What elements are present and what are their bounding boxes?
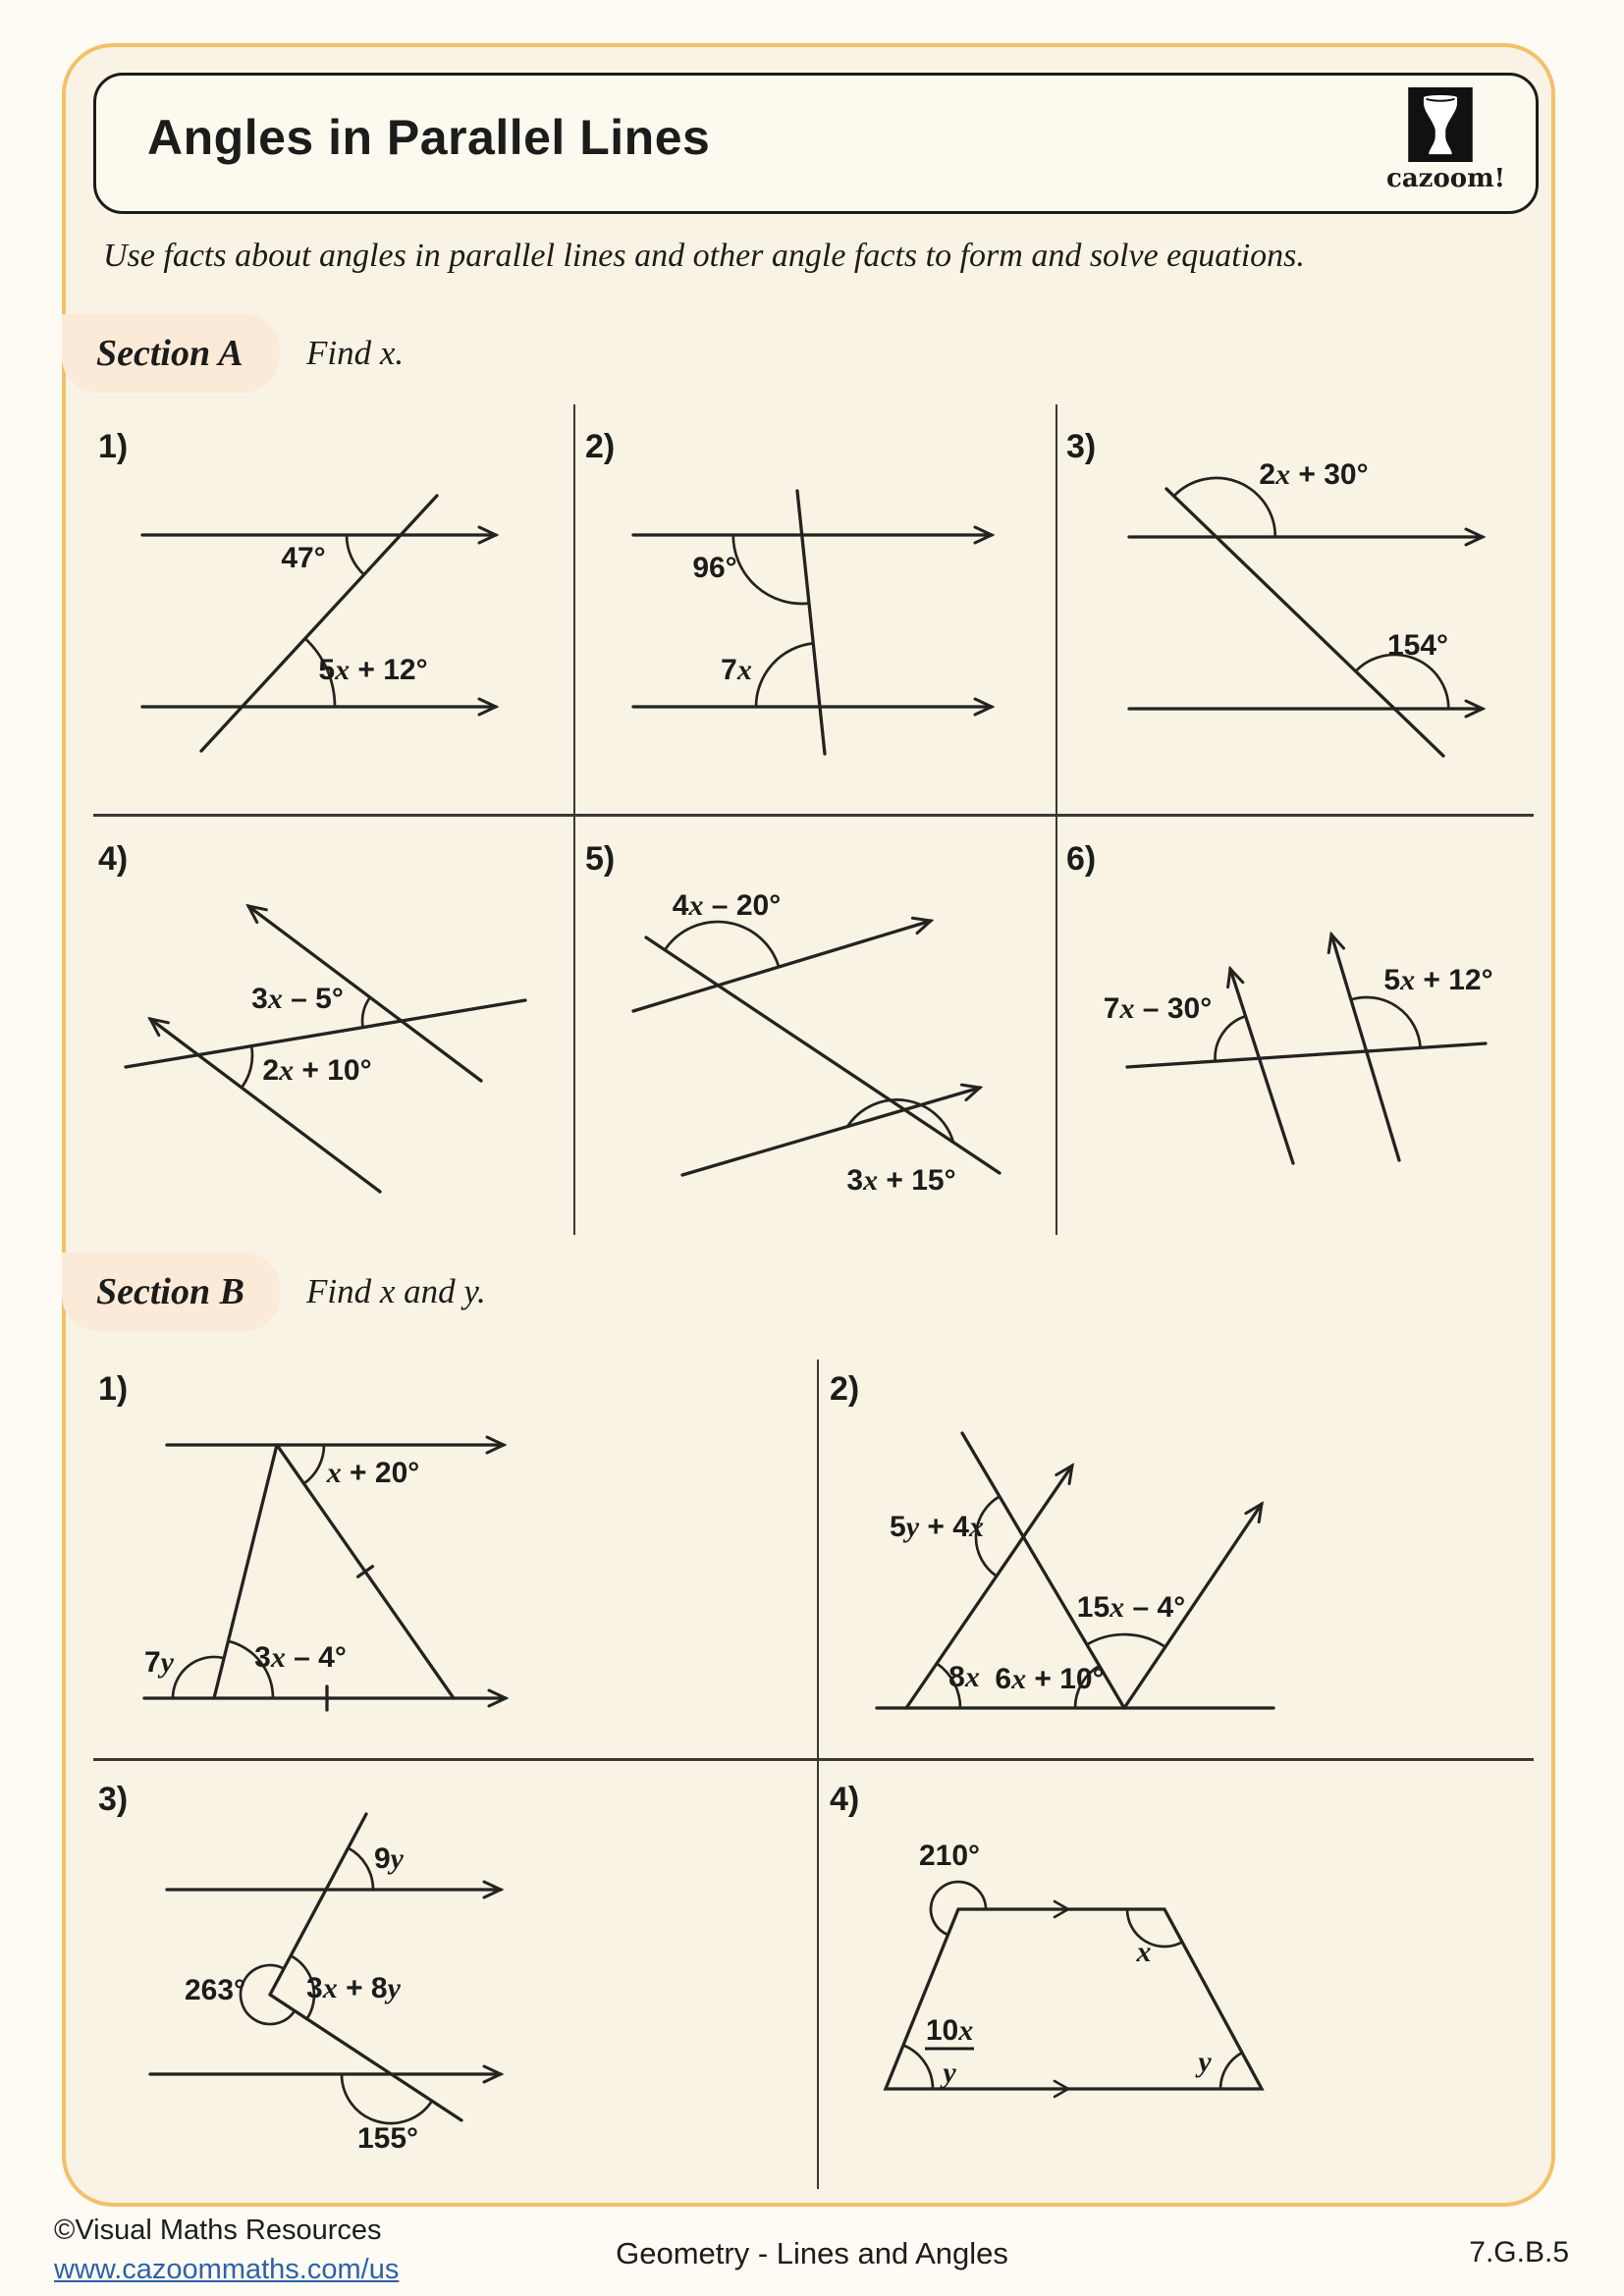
angle-label: 5x + 12° <box>318 654 428 686</box>
problem-a5-number: 5) <box>585 840 616 878</box>
problem-a5-diagram <box>579 825 1060 1237</box>
angle-label: 2x + 30° <box>1259 458 1369 491</box>
problem-b4-number: 4) <box>830 1781 860 1818</box>
angle-label: 263° <box>184 1974 246 2006</box>
angle-label: 4x – 20° <box>672 889 782 922</box>
transversal-line <box>270 1995 461 2120</box>
problem-b2-diagram <box>815 1355 1542 1767</box>
cazoom-logo <box>1386 87 1506 193</box>
problem-a4-number: 4) <box>98 840 129 878</box>
problem-a2-diagram <box>579 412 1060 805</box>
angle-arc <box>342 2074 432 2123</box>
angle-label: 155° <box>356 2122 419 2155</box>
transversal-line <box>646 937 1000 1173</box>
grid-divider <box>93 814 1534 817</box>
angle-label: x <box>1136 1936 1152 1968</box>
section-a-label: Section A <box>62 314 280 393</box>
section-a-prompt: Find x. <box>306 334 405 372</box>
page-title: Angles in Parallel Lines <box>147 110 711 165</box>
transversal-line <box>1166 489 1443 756</box>
angle-label: 3x + 15° <box>846 1164 956 1197</box>
footer-standard-code: 7.G.B.5 <box>1469 2236 1569 2269</box>
angle-arc <box>903 2046 933 2090</box>
angle-label: 154° <box>1386 629 1449 662</box>
transversal-line <box>797 491 825 754</box>
section-b-prompt: Find x and y. <box>306 1272 486 1310</box>
angle-label: 15x – 4° <box>1076 1591 1186 1624</box>
angle-label: 5x + 12° <box>1383 964 1493 996</box>
transversal-line <box>270 1814 366 1995</box>
angle-arc <box>304 1445 325 1483</box>
problem-a2-number: 2) <box>585 428 616 465</box>
problem-a1-number: 1) <box>98 428 129 465</box>
angle-arc <box>1215 1016 1245 1061</box>
angle-arc <box>733 535 809 604</box>
problem-b1-number: 1) <box>98 1370 129 1408</box>
problem-a4-diagram <box>88 825 579 1237</box>
angle-label: 5y + 4x <box>890 1511 984 1543</box>
problem-a3-number: 3) <box>1066 428 1097 465</box>
footer-url[interactable]: www.cazoommaths.com/us <box>54 2254 400 2285</box>
angle-label: 7x <box>721 654 752 686</box>
angle-label: 3x – 5° <box>251 983 344 1015</box>
problem-b2-number: 2) <box>830 1370 860 1408</box>
angle-arc <box>242 1046 252 1088</box>
reflex-angle-arc <box>241 1965 295 2024</box>
angle-label: 3x + 8y <box>306 1972 401 2004</box>
angle-arc <box>756 643 813 707</box>
tick-mark <box>358 1567 373 1576</box>
parallel-line <box>1230 969 1293 1163</box>
angle-arc <box>349 1848 374 1890</box>
angle-label: 210° <box>918 1840 981 1872</box>
problem-b4-diagram <box>815 1777 1542 2218</box>
problem-a3-diagram <box>1060 412 1551 805</box>
angle-arc <box>362 997 370 1028</box>
cazoom-logo-text: cazoom! <box>1386 164 1506 193</box>
angle-label: 7x – 30° <box>1103 992 1213 1025</box>
worksheet-header <box>93 73 1539 214</box>
section-b-label: Section B <box>62 1253 280 1331</box>
footer-copyright: ©Visual Maths Resources <box>54 2215 382 2246</box>
angle-label: 96° <box>692 552 737 584</box>
problem-b1-diagram <box>88 1374 805 1767</box>
angle-label: 47° <box>281 542 326 574</box>
problem-b3-diagram <box>88 1777 805 2218</box>
angle-label: 6x + 10° <box>995 1663 1105 1695</box>
angle-arc <box>1351 997 1421 1047</box>
transversal-line <box>1127 1043 1486 1067</box>
problem-a6-number: 6) <box>1066 840 1097 878</box>
angle-label: x + 20° <box>326 1457 420 1489</box>
angle-label: 8x <box>948 1661 980 1693</box>
fraction-numerator: 10x <box>925 2014 974 2047</box>
angle-label: 2x + 10° <box>262 1054 372 1087</box>
angle-arc <box>1087 1634 1165 1647</box>
instruction-text: Use facts about angles in parallel lines and other angle facts to form and solve equations. <box>103 238 1305 274</box>
angle-label: 3x – 4° <box>254 1641 347 1674</box>
angle-arc <box>1356 655 1449 709</box>
angle-arc <box>347 535 364 574</box>
footer-center-text: Geometry - Lines and Angles <box>616 2236 1008 2270</box>
problem-a1-diagram <box>88 412 579 805</box>
problem-a6-diagram <box>1060 825 1551 1237</box>
angle-arc <box>1220 2053 1242 2089</box>
problem-b3-number: 3) <box>98 1781 129 1818</box>
cazoom-logo-icon <box>1408 87 1473 162</box>
angle-label: 7y <box>143 1646 175 1679</box>
angle-label: y <box>1198 2046 1212 2078</box>
angle-label: 9y <box>373 1842 405 1875</box>
fraction-denominator: y <box>943 2056 956 2089</box>
